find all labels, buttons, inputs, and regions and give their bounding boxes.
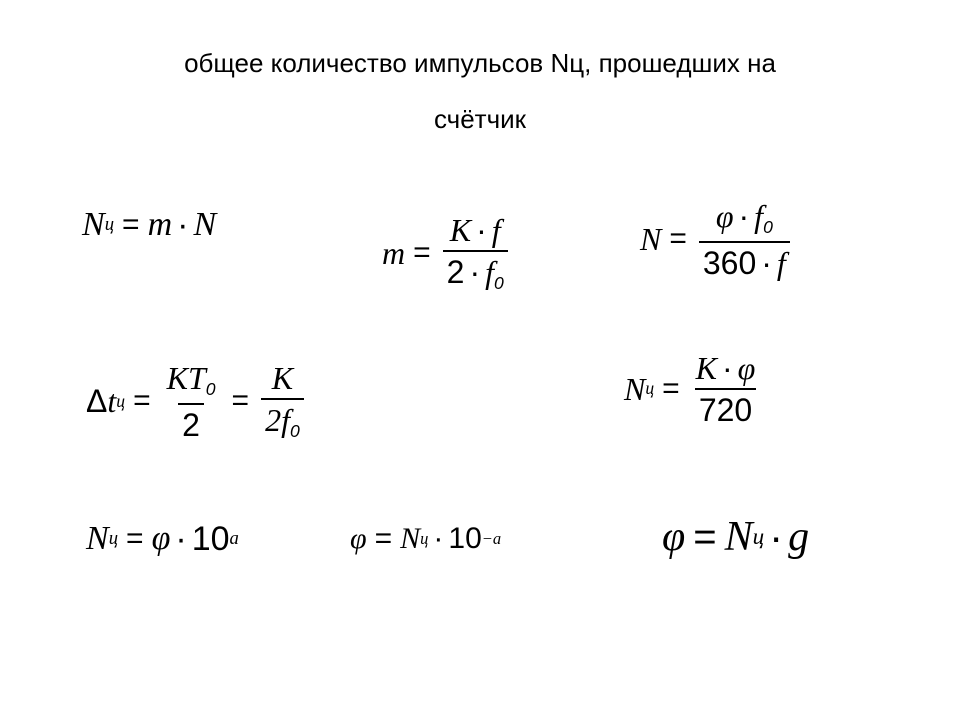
f2-denominator [443,250,508,293]
f7-lhs: φ [350,522,367,555]
f7-a: N [400,522,421,555]
f4-eq2: = [231,384,250,418]
f1-eq: = [122,208,140,241]
formula-phi-g [662,513,810,560]
f1-b: N [193,206,217,243]
f3-denominator [699,241,790,279]
f8-a-sub: ц [752,523,765,550]
f4-lhs: t [107,383,117,420]
f4-num1: KT [166,360,206,396]
f7-eq: = [374,522,393,555]
f3-den-dot: · [761,244,772,281]
f2-numerator [446,214,505,250]
f1-dot: · [177,206,189,244]
f3-num-b: f [754,198,764,234]
f1-lhs: N [82,206,105,243]
f2-num-dot: · [476,212,487,248]
f1-a: m [147,206,173,243]
f2-den-a: 2 [446,254,465,290]
f4-denominator-2 [261,398,304,441]
f4-lhs-sub: ц [116,390,126,411]
f8-dot: · [769,513,784,560]
f4-den2: 2f [265,402,290,438]
f8-eq: = [693,515,717,559]
f4-fraction-1 [163,362,220,441]
page-title-line-1: общее количество импульсов Nц, прошедших на [184,48,776,78]
f5-fraction [692,352,760,426]
formula-n [640,200,794,279]
f3-den-b: f [776,244,786,281]
f3-den-a: 360 [702,244,757,281]
f7-dot: · [433,522,444,555]
f4-denominator-1: 2 [178,403,204,441]
f5-eq: = [662,372,680,405]
f3-eq: = [669,222,687,256]
formula-delta-t [86,362,308,441]
f6-lhs-sub: ц [108,527,119,549]
f6-lhs: N [86,520,109,557]
f6-dot: · [175,520,187,558]
f8-b: g [788,514,810,560]
f7-exp: −a [481,528,502,548]
f1-lhs-sub: ц [104,213,115,235]
f3-num-b-sub: 0 [763,217,773,238]
f6-eq: = [126,522,144,555]
formula-m [382,214,512,293]
f5-lhs: N [624,371,646,407]
f2-den-b-sub: 0 [493,273,504,294]
f4-eq1: = [133,384,151,418]
f5-num-b: φ [737,350,756,386]
f2-den-dot: · [469,254,481,290]
f6-base: 10 [191,520,230,558]
f6-a: φ [151,520,171,557]
f5-lhs-sub: ц [645,378,655,399]
f5-num-a: K [695,350,718,386]
f4-numerator-1 [163,362,220,403]
f5-numerator [692,352,760,388]
f5-denominator: 720 [695,388,756,426]
f4-fraction-2 [261,362,304,441]
f2-fraction [443,214,508,293]
f5-num-dot: · [722,350,733,386]
f2-num-a: K [449,212,472,248]
f8-lhs: φ [662,514,686,560]
f3-num-dot: · [738,198,750,234]
f4-den2-sub: 0 [289,421,300,442]
f3-fraction [699,200,790,279]
page-title-line-2: счётчик [433,104,527,134]
f4-numerator-2: K [271,360,294,396]
f4-num1-sub: 0 [205,379,216,400]
f2-num-b: f [491,212,501,248]
formula-n-count-power [86,522,239,556]
f4-delta: Δ [86,383,108,420]
f8-a: N [724,514,753,560]
formula-n-count [82,208,216,242]
f6-exp: a [229,527,239,549]
f7-a-sub: ц [420,528,429,548]
f3-numerator [712,200,777,241]
f7-base: 10 [448,522,482,555]
f3-lhs: N [640,221,662,258]
formula-phi-power [350,524,501,554]
formula-n-count-720 [624,352,763,426]
f2-eq: = [413,236,431,270]
f2-den-b: f [485,254,494,290]
f2-lhs: m [382,235,406,272]
f3-num-a: φ [715,198,734,234]
